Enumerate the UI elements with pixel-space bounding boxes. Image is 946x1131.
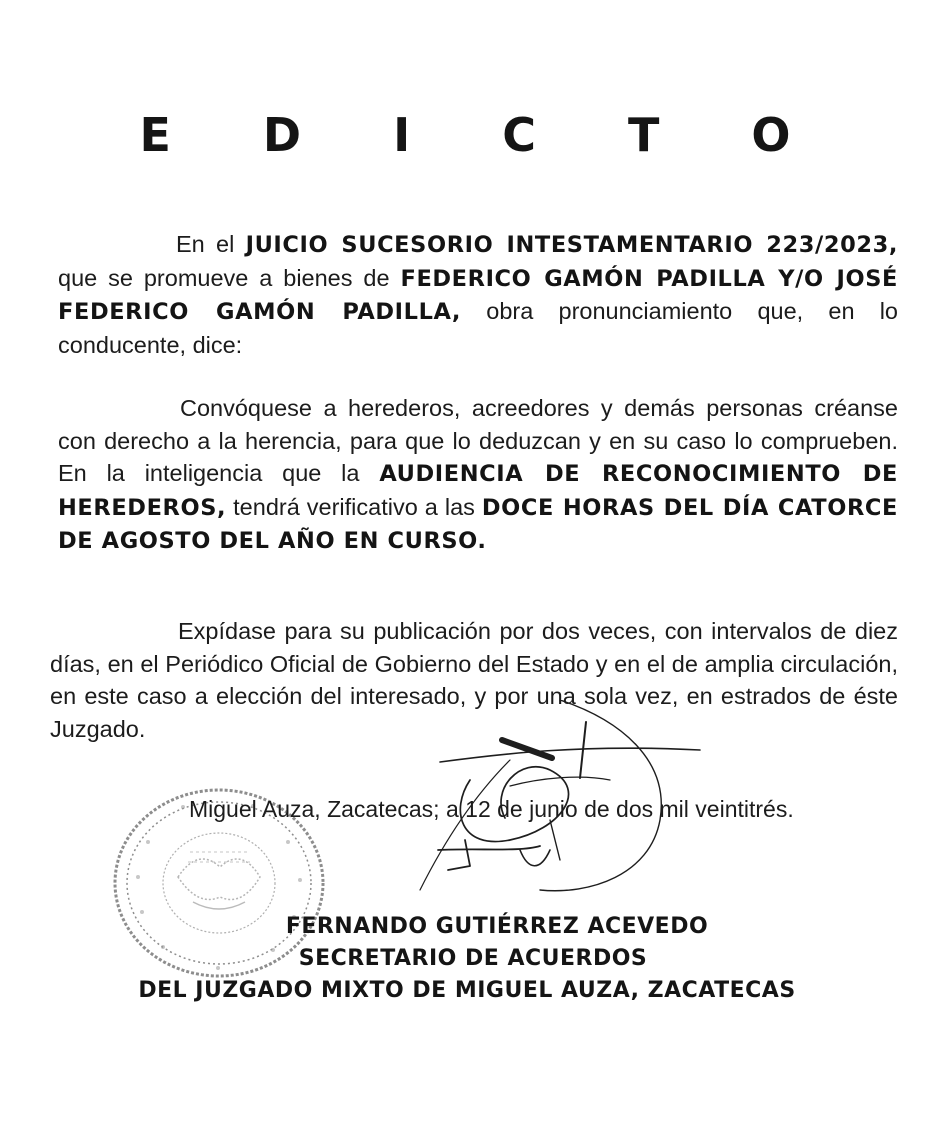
place-and-date: Miguel Auza, Zacatecas; a 12 de junio de dos mil veintitrés. [189, 796, 794, 822]
p1-text-1: En el [176, 231, 246, 257]
signatory-court: DEL JUZGADO MIXTO DE MIGUEL AUZA, ZACATECAS [138, 978, 796, 1003]
p1-text-2: que se promueve a bienes de [58, 264, 401, 291]
paragraph-case-intro [58, 228, 898, 361]
document-title: E D I C T O [139, 108, 829, 162]
p3-text: Expídase para su publicación por dos veces, con intervalos de diez días, en el Periódico Oficial de Gobierno del Estado y en el de amplia circulación, en este caso a elección del interesado, y por una sola vez, en estrados de éste Juzgado. [50, 618, 898, 742]
p2-text-1: Convóquese a herederos, acreedores y demás personas créanse con derecho a la herencia, para que lo deduzcan y en su caso lo comprueben. En la inteligencia que la [58, 395, 898, 486]
p2-text-2: tendrá verificativo a las [226, 493, 482, 520]
case-number: JUICIO SUCESORIO INTESTAMENTARIO 223/2023, [245, 232, 898, 258]
hearing-date: DOCE HORAS DEL DÍA CATORCE DE AGOSTO DEL AÑO EN CURSO. [58, 494, 898, 554]
paragraph-summons [58, 392, 898, 558]
p1-text-3: obra pronunciamiento que, en lo conducente, dice: [58, 298, 898, 358]
hearing-name: AUDIENCIA DE RECONOCIMIENTO DE HEREDEROS, [58, 461, 898, 521]
signatory-position: SECRETARIO DE ACUERDOS [298, 946, 648, 971]
deceased-name: FEDERICO GAMÓN PADILLA Y/O JOSÉ FEDERICO GAMÓN PADILLA, [58, 265, 898, 325]
signatory-name: FERNANDO GUTIÉRREZ ACEVEDO [285, 914, 709, 939]
handwritten-signature-icon [410, 700, 710, 900]
